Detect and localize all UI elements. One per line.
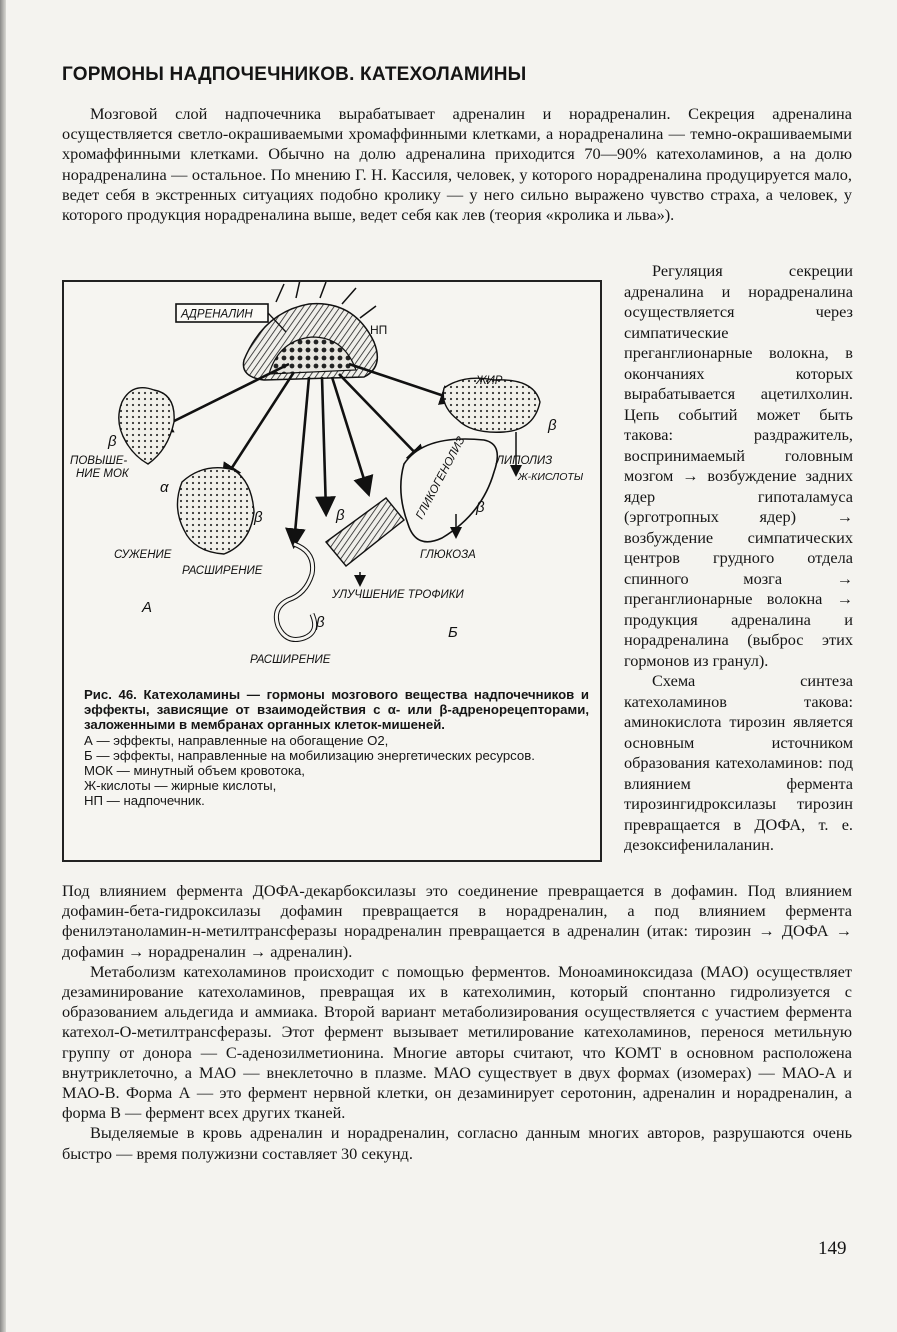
legend-item: Ж-кислоты — жирные кислоты, — [84, 778, 277, 794]
paragraph-synthesis-continued: Под влиянием фермента ДОФА-декарбоксилазы это соединение превращается в дофамин. Под влиянием дофамин-бета-гидроксилазы дофамин превращается в норадреналин, а под влиянием фермента фенилэтаноламин-н-метилтрансферазы норадреналин превращается в адреналин (итак: тирозин → ДОФА → дофамин → норадреналин → адреналин). — [62, 881, 852, 961]
label-glycogenolysis: ГЛИКОГЕНОЛИЗ — [414, 434, 468, 522]
vessel-narrowing-illustration — [177, 468, 254, 554]
label-narrowing: СУЖЕНИЕ — [114, 549, 172, 561]
page-edge-shadow — [0, 0, 6, 1332]
figure-46 — [62, 280, 602, 862]
label-np: НП — [370, 323, 388, 337]
label-beta-fat: β — [548, 417, 557, 434]
adrenal-effects-diagram — [64, 282, 600, 682]
label-adrenalin: АДРЕНАЛИН — [181, 308, 253, 321]
legend-item: НП — надпочечник. — [84, 793, 205, 809]
label-trophic: УЛУЧШЕНИЕ ТРОФИКИ — [332, 589, 464, 601]
side-paragraph-regulation: Регуляция секреции адреналина и норадреналина осуществляется через симпатические преганглионарные волокна, в окончаниях которых вырабатывается ацетилхолин. Цепь событий может быть такова: раздражитель, воспринимаемый головным мозгом → возбуждение задних ядер гипоталамуса (эрготропных ядер) → возбуждение симпатических центров грудного отдела спинного мозга → преганглионарные волокна → продукция адреналина и норадреналина (выброс этих гормонов из гранул). — [624, 261, 853, 670]
label-beta-muscle: β — [336, 507, 345, 524]
arrow-to-vessel-widening — [294, 377, 309, 544]
heart-illustration — [119, 388, 174, 464]
figure-caption — [84, 687, 589, 809]
caption-legend — [84, 733, 589, 809]
legend-item: А — эффекты, направленные на обогащение О2, — [84, 732, 389, 748]
arrow-to-muscle — [322, 377, 326, 512]
arrow-to-liver-vessel — [332, 377, 368, 492]
label-beta-widening: β — [316, 614, 325, 631]
intro-paragraph: Мозговой слой надпочечника вырабатывает адреналин и норадреналин. Секреция адреналина осуществляется светло-окрашиваемыми хромаффинными клетками, а норадреналина — темно-окрашиваемыми хромаффинными клетками. Обычно на долю адреналина приходится 70—90% катехоламинов, а на долю норадреналина — остальное. По мнению Г. Н. Кассиля, человек, у которого норадреналина продуцируется мало, ведет себя в экстренных ситуациях подобно кролику — у него сильно выражено чувство страха, а человек, у которого продукция норадреналина выше, ведет себя как лев (теория «кролика и льва»). — [62, 104, 852, 225]
caption-title: Рис. 46. Катехоламины — гормоны мозгового вещества надпочечников и эффекты, зависящие от взаимодействия с α- или β-адренорецепторами, заложенными в мембранах органных клеток-мишеней. — [84, 687, 589, 733]
label-glucose: ГЛЮКОЗА — [420, 549, 476, 561]
side-column — [624, 261, 853, 856]
label-fat: ЖИР — [476, 375, 503, 387]
label-mok-2: НИЕ МОК — [76, 468, 129, 480]
label-alpha: α — [160, 479, 169, 496]
label-beta-heart: β — [108, 433, 117, 450]
page-number: 149 — [818, 1238, 847, 1259]
label-widening-2: РАСШИРЕНИЕ — [250, 654, 331, 666]
arrow-to-fat — [349, 364, 456, 400]
paragraph-half-life: Выделяемые в кровь адреналин и норадреналин, согласно данным многих авторов, разрушаются очень быстро — время полужизни составляет 30 секунд. — [62, 1123, 852, 1163]
bottom-text — [62, 881, 852, 1164]
label-section-a: А — [142, 599, 153, 616]
side-paragraph-synthesis: Схема синтеза катехоламинов такова: аминокислота тирозин является основным источником образования катехоламинов: под влиянием фермента тирозингидроксилазы тирозин превращается в ДОФА, т. е. дезоксифенилаланин. — [624, 671, 853, 854]
label-beta-vessel: β — [254, 509, 263, 526]
label-lipolysis: ЛИПОЛИЗ — [496, 455, 553, 467]
adrenal-gland-illustration — [243, 282, 377, 380]
label-widening-1: РАСШИРЕНИЕ — [182, 565, 263, 577]
page-title: ГОРМОНЫ НАДПОЧЕЧНИКОВ. КАТЕХОЛАМИНЫ — [62, 64, 527, 85]
label-beta-liver: β — [476, 499, 485, 516]
paragraph-metabolism: Метаболизм катехоламинов происходит с помощью ферментов. Моноаминоксидаза (МАО) осуществляет дезаминирование катехоламинов, превращая их в катехолимин, который спонтанно гидролизуется с образованием альдегида и аммиака. Второй вариант метаболизирования осуществляется с участием фермента катехол-О-метилтрансферазы. Этот фермент вызывает метилирование катехоламинов, перенося метильную группу от донора — С-аденозилметионина. Многие авторы считают, что КОМТ в основном расположена внутриклеточно, а МАО — внеклеточно в плазме. МАО существует в двух формах (изомерах) — МАО-А и МАО-В. Форма А — это фермент нервной клетки, он дезаминирует серотонин, адреналин и норадреналин, а форма В — фермент всех других тканей. — [62, 961, 852, 1123]
arrow-to-vessel-narrowing — [224, 372, 294, 480]
label-section-b: Б — [448, 624, 458, 641]
label-fatty-acids: Ж-КИСЛОТЫ — [518, 471, 584, 483]
arrow-to-liver — [339, 374, 424, 462]
legend-item: Б — эффекты, направленные на мобилизацию энергетических ресурсов. — [84, 747, 535, 763]
legend-item: МОК — минутный объем кровотока, — [84, 763, 305, 779]
arrow-to-heart — [156, 364, 289, 430]
label-mok-1: ПОВЫШЕ- — [70, 455, 128, 467]
